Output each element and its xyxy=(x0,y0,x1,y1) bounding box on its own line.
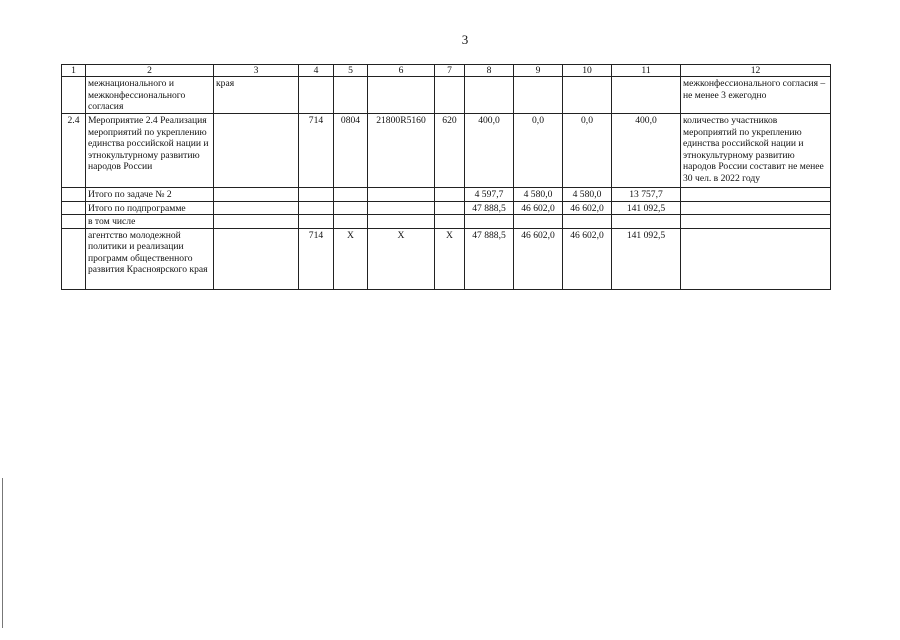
cell-amount-1 xyxy=(465,77,514,114)
cell-type xyxy=(435,201,465,215)
cell-amount-3: 0,0 xyxy=(563,114,612,188)
cell-amount-2: 46 602,0 xyxy=(514,228,563,289)
table-row xyxy=(62,114,831,188)
col-header: 8 xyxy=(465,65,514,77)
cell-grbs xyxy=(214,188,299,202)
cell-amount-2: 4 580,0 xyxy=(514,188,563,202)
cell-num xyxy=(62,228,86,289)
cell-target xyxy=(368,188,435,202)
cell-target xyxy=(368,201,435,215)
cell-amount-2: 0,0 xyxy=(514,114,563,188)
col-header: 3 xyxy=(214,65,299,77)
cell-type xyxy=(435,77,465,114)
cell-grbs: края xyxy=(214,77,299,114)
cell-name: агентство молодежной политики и реализации программ общественного развития Красноярского края xyxy=(86,228,214,289)
cell-code xyxy=(299,188,334,202)
cell-amount-2 xyxy=(514,77,563,114)
cell-grbs xyxy=(214,215,299,229)
cell-amount-1: 4 597,7 xyxy=(465,188,514,202)
table-row xyxy=(62,228,831,289)
col-header: 11 xyxy=(612,65,681,77)
cell-amount-1: 47 888,5 xyxy=(465,201,514,215)
cell-type xyxy=(435,188,465,202)
col-header: 9 xyxy=(514,65,563,77)
program-table xyxy=(61,64,831,290)
cell-name: в том числе xyxy=(86,215,214,229)
cell-total: 141 092,5 xyxy=(612,228,681,289)
cell-name: межнационального и межконфессионального согласия xyxy=(86,77,214,114)
cell-type xyxy=(435,215,465,229)
cell-result xyxy=(681,188,831,202)
cell-section xyxy=(334,77,368,114)
cell-amount-3 xyxy=(563,77,612,114)
cell-total: 13 757,7 xyxy=(612,188,681,202)
cell-code xyxy=(299,77,334,114)
cell-grbs xyxy=(214,228,299,289)
scan-edge-line xyxy=(2,478,3,628)
header-row xyxy=(62,65,831,77)
col-header: 7 xyxy=(435,65,465,77)
cell-section: Х xyxy=(334,228,368,289)
cell-num xyxy=(62,77,86,114)
cell-amount-1 xyxy=(465,215,514,229)
col-header: 10 xyxy=(563,65,612,77)
cell-num xyxy=(62,188,86,202)
cell-result xyxy=(681,201,831,215)
cell-amount-3: 4 580,0 xyxy=(563,188,612,202)
cell-target: Х xyxy=(368,228,435,289)
table-row xyxy=(62,215,831,229)
cell-num: 2.4 xyxy=(62,114,86,188)
col-header: 1 xyxy=(62,65,86,77)
cell-result: межконфессионального согласия – не менее 3 ежегодно xyxy=(681,77,831,114)
table-row xyxy=(62,201,831,215)
col-header: 6 xyxy=(368,65,435,77)
cell-section xyxy=(334,201,368,215)
cell-target xyxy=(368,77,435,114)
col-header: 4 xyxy=(299,65,334,77)
cell-target xyxy=(368,215,435,229)
page-number: 3 xyxy=(461,32,469,47)
cell-amount-3 xyxy=(563,215,612,229)
cell-total: 141 092,5 xyxy=(612,201,681,215)
cell-result xyxy=(681,228,831,289)
cell-amount-2: 46 602,0 xyxy=(514,201,563,215)
cell-section xyxy=(334,215,368,229)
cell-total xyxy=(612,215,681,229)
cell-num xyxy=(62,215,86,229)
cell-code: 714 xyxy=(299,228,334,289)
cell-amount-1: 400,0 xyxy=(465,114,514,188)
cell-section: 0804 xyxy=(334,114,368,188)
col-header: 12 xyxy=(681,65,831,77)
cell-result xyxy=(681,215,831,229)
cell-grbs xyxy=(214,201,299,215)
table-row xyxy=(62,77,831,114)
col-header: 2 xyxy=(86,65,214,77)
cell-grbs xyxy=(214,114,299,188)
cell-name: Итого по задаче № 2 xyxy=(86,188,214,202)
cell-type: Х xyxy=(435,228,465,289)
cell-code: 714 xyxy=(299,114,334,188)
cell-amount-1: 47 888,5 xyxy=(465,228,514,289)
col-header: 5 xyxy=(334,65,368,77)
cell-result: количество участников мероприятий по укреплению единства российской нации и этнокультурному развитию народов России составит не менее 30 чел. в 2022 году xyxy=(681,114,831,188)
cell-name: Мероприятие 2.4 Реализация мероприятий по укреплению единства российской нации и этнокультурному развитию народов России xyxy=(86,114,214,188)
cell-target: 21800R5160 xyxy=(368,114,435,188)
cell-amount-3: 46 602,0 xyxy=(563,228,612,289)
cell-section xyxy=(334,188,368,202)
cell-total xyxy=(612,77,681,114)
cell-amount-2 xyxy=(514,215,563,229)
cell-num xyxy=(62,201,86,215)
cell-type: 620 xyxy=(435,114,465,188)
cell-code xyxy=(299,215,334,229)
table-row xyxy=(62,188,831,202)
cell-amount-3: 46 602,0 xyxy=(563,201,612,215)
cell-total: 400,0 xyxy=(612,114,681,188)
cell-code xyxy=(299,201,334,215)
cell-name: Итого по подпрограмме xyxy=(86,201,214,215)
